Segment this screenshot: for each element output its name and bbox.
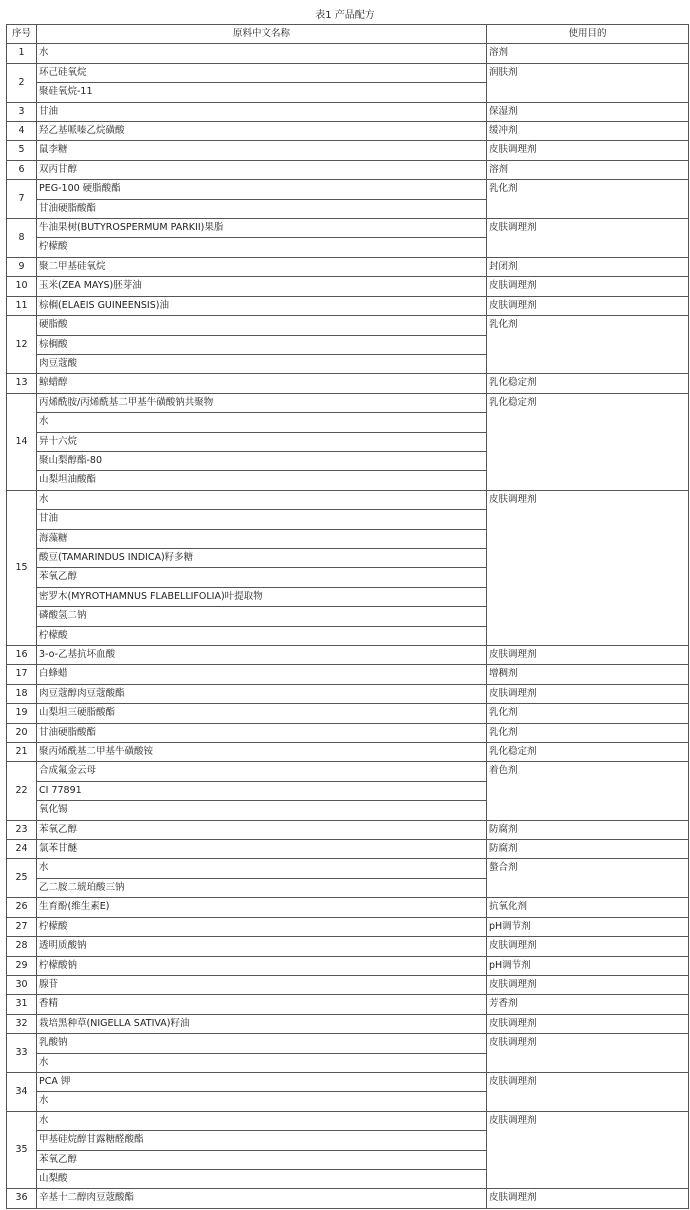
ingredient-name: 合成氟金云母 [37,762,487,781]
table-row [7,917,689,936]
table-row [7,180,689,199]
ingredient-purpose: 皮肤调理剂 [487,684,689,703]
ingredient-name: 甘油 [37,102,487,121]
ingredient-purpose: 皮肤调理剂 [487,141,689,160]
ingredient-name: 水 [37,1092,487,1111]
ingredient-purpose: 皮肤调理剂 [487,1014,689,1033]
ingredient-name: 肉豆蔻醇肉豆蔻酸酯 [37,684,487,703]
ingredient-purpose: 皮肤调理剂 [487,1111,689,1189]
ingredient-name: 鲸蜡醇 [37,374,487,393]
ingredient-purpose: 皮肤调理剂 [487,219,689,258]
table-row [7,63,689,82]
ingredient-name: 生育酚(维生素E) [37,898,487,917]
ingredient-purpose: 溶剂 [487,160,689,179]
ingredient-purpose: 封闭剂 [487,257,689,276]
row-number: 20 [7,723,37,742]
table-row [7,490,689,509]
table-row [7,102,689,121]
table-row [7,995,689,1014]
table-row [7,704,689,723]
row-number: 11 [7,296,37,315]
table-row [7,44,689,63]
ingredient-name: 柠檬酸 [37,238,487,257]
ingredient-name: 柠檬酸钠 [37,956,487,975]
row-number: 2 [7,63,37,102]
ingredient-purpose: 乳化剂 [487,723,689,742]
ingredient-purpose: 缓冲剂 [487,122,689,141]
ingredient-name: 山梨坦油酸酯 [37,471,487,490]
ingredient-name: 聚山梨醇酯-80 [37,451,487,470]
ingredient-name: 丙烯酰胺/丙烯酰基二甲基牛磺酸钠共聚物 [37,393,487,412]
ingredient-purpose: 乳化剂 [487,316,689,374]
ingredient-name: 硬脂酸 [37,316,487,335]
ingredient-purpose: pH调节剂 [487,917,689,936]
ingredient-name: 苯氧乙醇 [37,820,487,839]
table-row [7,1072,689,1091]
row-number: 34 [7,1072,37,1111]
ingredient-purpose: 皮肤调理剂 [487,975,689,994]
row-number: 8 [7,219,37,258]
row-number: 36 [7,1189,37,1208]
row-number: 10 [7,277,37,296]
ingredient-purpose: 皮肤调理剂 [487,937,689,956]
ingredient-name: 辛基十二醇肉豆蔻酸酯 [37,1189,487,1208]
ingredient-name: 山梨坦三硬脂酸酯 [37,704,487,723]
ingredient-name: 双丙甘醇 [37,160,487,179]
ingredient-name: PEG-100 硬脂酸酯 [37,180,487,199]
ingredient-purpose: 乳化剂 [487,180,689,219]
ingredient-name: 棕榈酸 [37,335,487,354]
row-number: 4 [7,122,37,141]
row-number: 23 [7,820,37,839]
ingredient-purpose: 乳化稳定剂 [487,743,689,762]
row-number: 18 [7,684,37,703]
table-body [7,44,689,1208]
ingredient-name: 密罗木(MYROTHAMNUS FLABELLIFOLIA)叶提取物 [37,587,487,606]
ingredient-purpose: 螯合剂 [487,859,689,898]
ingredient-purpose: 防腐剂 [487,820,689,839]
ingredient-name: 羟乙基哌嗪乙烷磺酸 [37,122,487,141]
table-row [7,665,689,684]
ingredient-name: 苯氧乙醇 [37,568,487,587]
row-number: 27 [7,917,37,936]
table-row [7,840,689,859]
ingredient-purpose: 抗氧化剂 [487,898,689,917]
table-row [7,1189,689,1208]
table-row [7,684,689,703]
ingredient-purpose: 乳化稳定剂 [487,374,689,393]
table-row [7,122,689,141]
table-row [7,393,689,412]
table-row [7,723,689,742]
table-row [7,956,689,975]
row-number: 26 [7,898,37,917]
ingredient-purpose: 增稠剂 [487,665,689,684]
table-row [7,296,689,315]
ingredient-name: 甲基硅烷醇甘露糖醛酸酯 [37,1131,487,1150]
ingredient-purpose: 皮肤调理剂 [487,490,689,645]
ingredient-purpose: 皮肤调理剂 [487,1189,689,1208]
ingredient-name: 水 [37,1111,487,1130]
row-number: 35 [7,1111,37,1189]
row-number: 12 [7,316,37,374]
ingredient-name: 3-o-乙基抗坏血酸 [37,646,487,665]
ingredient-name: PCA 钾 [37,1072,487,1091]
ingredient-name: 白蜂蜡 [37,665,487,684]
ingredient-name: CI 77891 [37,781,487,800]
row-number: 21 [7,743,37,762]
table-header-row [7,25,689,44]
ingredient-purpose: 乳化稳定剂 [487,393,689,490]
table-row [7,1111,689,1130]
row-number: 31 [7,995,37,1014]
ingredient-name: 苯氧乙醇 [37,1150,487,1169]
ingredient-name: 聚丙烯酰基二甲基牛磺酸铵 [37,743,487,762]
header-no: 序号 [7,25,37,44]
ingredient-purpose: 皮肤调理剂 [487,296,689,315]
table-row [7,277,689,296]
row-number: 14 [7,393,37,490]
row-number: 32 [7,1014,37,1033]
ingredient-name: 聚二甲基硅氧烷 [37,257,487,276]
ingredient-name: 香精 [37,995,487,1014]
ingredient-name: 氯苯甘醚 [37,840,487,859]
ingredient-name: 磷酸氢二钠 [37,607,487,626]
ingredient-name: 牛油果树(BUTYROSPERMUM PARKII)果脂 [37,219,487,238]
table-row [7,898,689,917]
table-row [7,859,689,878]
table-row [7,160,689,179]
ingredient-purpose: 保湿剂 [487,102,689,121]
ingredient-purpose: 皮肤调理剂 [487,646,689,665]
ingredient-name: 柠檬酸 [37,626,487,645]
ingredient-purpose: 防腐剂 [487,840,689,859]
ingredient-purpose: 润肤剂 [487,63,689,102]
ingredient-name: 山梨酸 [37,1169,487,1188]
ingredient-name: 聚硅氧烷-11 [37,83,487,102]
header-purpose: 使用目的 [487,25,689,44]
row-number: 9 [7,257,37,276]
ingredient-name: 海藻糖 [37,529,487,548]
ingredient-name: 水 [37,44,487,63]
ingredient-purpose: 皮肤调理剂 [487,277,689,296]
ingredient-name: 酸豆(TAMARINDUS INDICA)籽多糖 [37,548,487,567]
row-number: 25 [7,859,37,898]
row-number: 24 [7,840,37,859]
row-number: 15 [7,490,37,645]
table-row [7,141,689,160]
ingredient-name: 水 [37,490,487,509]
ingredient-name: 乙二胺二琥珀酸三钠 [37,878,487,897]
table-row [7,762,689,781]
row-number: 30 [7,975,37,994]
row-number: 19 [7,704,37,723]
ingredient-name: 氧化锡 [37,801,487,820]
ingredient-purpose: pH调节剂 [487,956,689,975]
ingredient-name: 栽培黑种草(NIGELLA SATIVA)籽油 [37,1014,487,1033]
row-number: 28 [7,937,37,956]
ingredient-purpose: 溶剂 [487,44,689,63]
row-number: 33 [7,1034,37,1073]
ingredient-name: 乳酸钠 [37,1034,487,1053]
ingredient-name: 甘油硬脂酸酯 [37,723,487,742]
table-row [7,1034,689,1053]
header-name: 原料中文名称 [37,25,487,44]
row-number: 29 [7,956,37,975]
ingredient-purpose: 着色剂 [487,762,689,820]
ingredient-name: 鼠李糖 [37,141,487,160]
table-row [7,374,689,393]
row-number: 16 [7,646,37,665]
row-number: 13 [7,374,37,393]
ingredient-name: 水 [37,859,487,878]
ingredient-purpose: 乳化剂 [487,704,689,723]
ingredient-name: 柠檬酸 [37,917,487,936]
ingredient-name: 透明质酸钠 [37,937,487,956]
ingredient-purpose: 皮肤调理剂 [487,1072,689,1111]
row-number: 3 [7,102,37,121]
ingredient-name: 异十六烷 [37,432,487,451]
ingredient-name: 环己硅氧烷 [37,63,487,82]
row-number: 17 [7,665,37,684]
ingredient-name: 甘油 [37,510,487,529]
row-number: 6 [7,160,37,179]
table-row [7,316,689,335]
table-row [7,743,689,762]
ingredient-purpose: 芳香剂 [487,995,689,1014]
formula-table [6,24,689,1209]
table-row [7,646,689,665]
ingredient-purpose: 皮肤调理剂 [487,1034,689,1073]
table-row [7,219,689,238]
row-number: 5 [7,141,37,160]
row-number: 1 [7,44,37,63]
ingredient-name: 甘油硬脂酸酯 [37,199,487,218]
ingredient-name: 水 [37,413,487,432]
ingredient-name: 玉米(ZEA MAYS)胚芽油 [37,277,487,296]
table-row [7,1014,689,1033]
table-row [7,820,689,839]
table-row [7,937,689,956]
table-row [7,257,689,276]
row-number: 7 [7,180,37,219]
ingredient-name: 腺苷 [37,975,487,994]
ingredient-name: 棕榈(ELAEIS GUINEENSIS)油 [37,296,487,315]
row-number: 22 [7,762,37,820]
ingredient-name: 水 [37,1053,487,1072]
table-title: 表1 产品配方 [315,10,375,21]
ingredient-name: 肉豆蔻酸 [37,354,487,373]
table-row [7,975,689,994]
